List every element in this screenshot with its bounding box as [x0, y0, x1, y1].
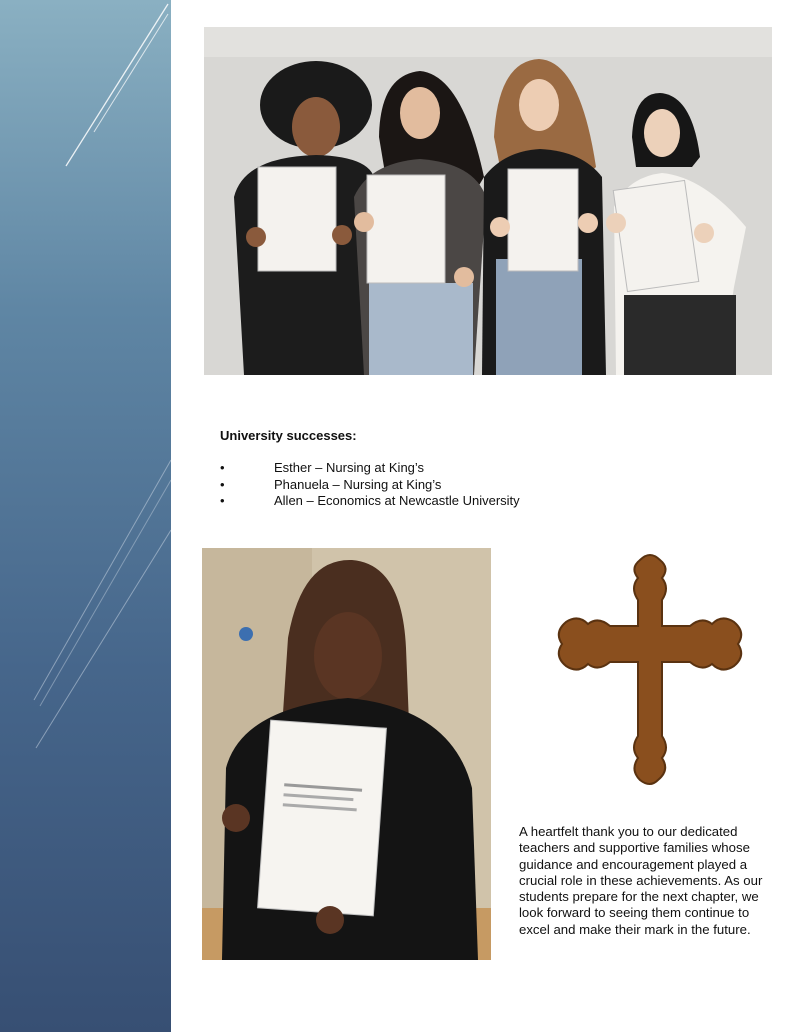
successes-heading: University successes:	[220, 428, 357, 443]
bullet-icon: •	[220, 493, 225, 508]
group-photo-icon	[204, 27, 772, 375]
success-entry: Allen – Economics at Newcastle University	[274, 493, 520, 508]
thank-you-paragraph: A heartfelt thank you to our dedicated teachers and supportive families whose guidance and encouragement played a crucial role in these achievements. As our students prepare for the next chapter, we look forward to seeing them continue to excel and make their mark in the future.	[519, 824, 763, 937]
cross-image	[534, 548, 767, 793]
group-photo	[204, 27, 772, 375]
success-entry: Phanuela – Nursing at King’s	[274, 476, 442, 492]
bullet-icon: •	[220, 476, 225, 492]
decorative-sidebar	[0, 0, 171, 1032]
student-photo	[202, 548, 491, 960]
success-entry: Esther – Nursing at King’s	[274, 460, 425, 475]
cross-icon	[534, 548, 767, 793]
bullet-icon: •	[220, 460, 225, 475]
sidebar-lines-decoration	[0, 0, 171, 1032]
student-photo-icon	[202, 548, 491, 960]
